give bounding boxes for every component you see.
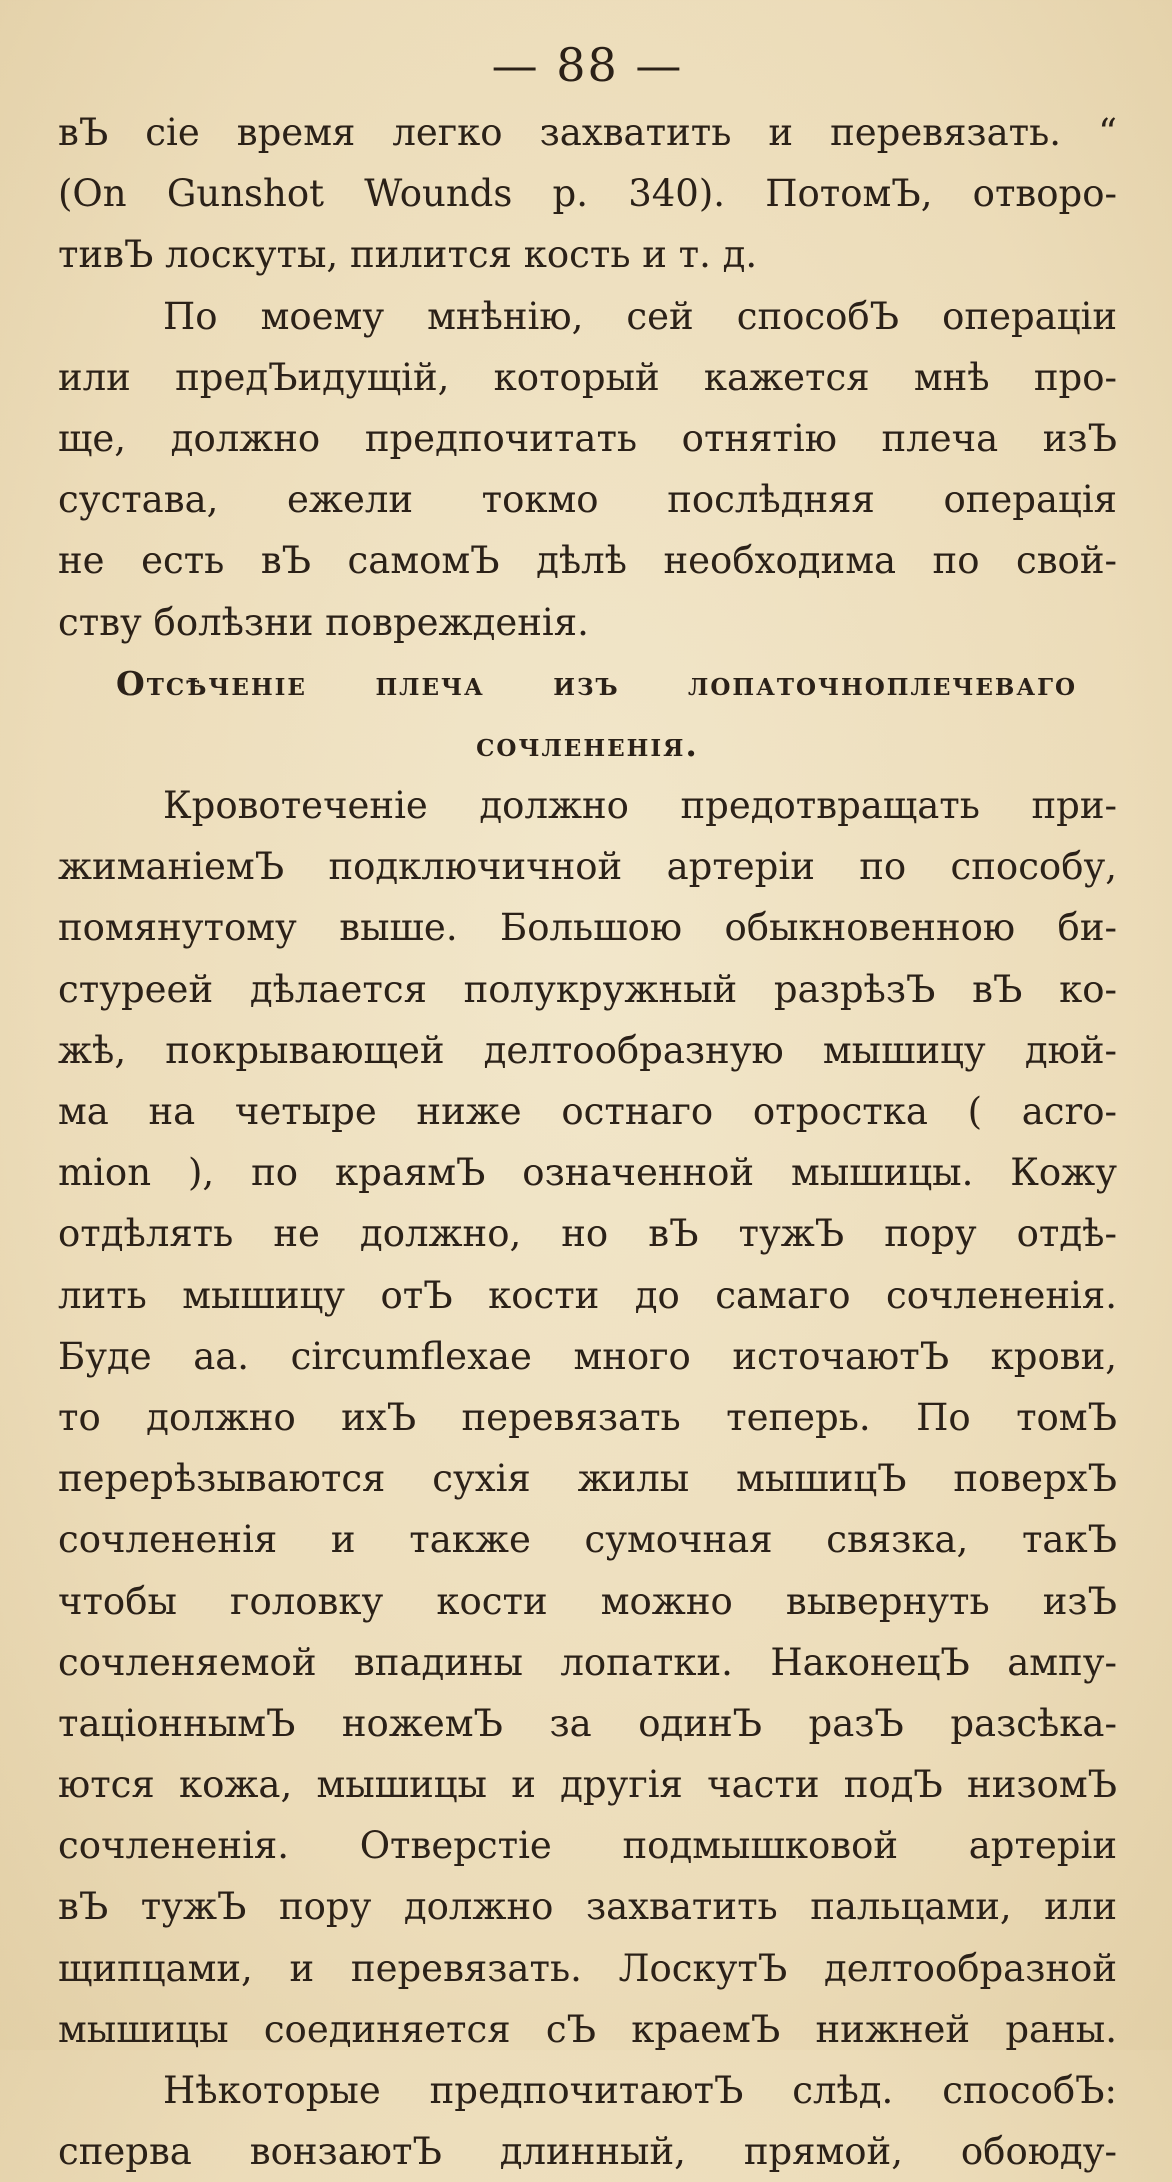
text-line: сочлененія. Отверстіе подмышковой артеріи (58, 1824, 1117, 1868)
text-line: мышицы соединяется сЪ краемЪ нижней раны. (58, 2007, 1117, 2051)
text-line: перерѣзываются сухія жилы мышицЪ поверхЪ (58, 1457, 1117, 1501)
text-line: или предЪидущій, который кажется мнѣ про- (58, 355, 1117, 399)
section-heading: Отсѣченіе плеча изъ лопаточноплечеваго (116, 663, 1077, 703)
text-line: лить мышицу отЪ кости до самаго сочлененія. (58, 1273, 1117, 1317)
text-line: сперва вонзаютЪ длинный, прямой, обоюду- (58, 2130, 1117, 2174)
text-line: то должно ихЪ перевязать теперь. По томЪ (58, 1395, 1117, 1439)
text-block (58, 102, 1117, 2182)
paragraph-start-line: Кровотеченіе должно предотвращать при- (163, 784, 1117, 828)
text-line: вЪ тужЪ пору должно захватить пальцами, или (58, 1885, 1117, 1929)
text-line: тивЪ лоскуты, пилится кость и т. д. (58, 233, 758, 277)
paragraph-start-line: По моему мнѣнію, сей способЪ операціи (163, 294, 1117, 338)
text-line: не есть вЪ самомЪ дѣлѣ необходима по свой- (58, 539, 1117, 583)
paragraph-start-line: Нѣкоторые предпочитаютЪ слѣд. способЪ: (163, 2069, 1117, 2112)
text-line: жиманіемЪ подключичной артеріи по способу, (58, 845, 1117, 889)
text-line: помянутому выше. Большою обыкновенною би- (58, 906, 1117, 950)
text-line: сочлененія и также сумочная связка, такЪ (58, 1518, 1117, 1562)
text-line: отдѣлять не должно, но вЪ тужЪ пору отдѣ- (58, 1212, 1117, 1256)
text-line: жѣ, покрывающей делтообразную мышицу дюй- (58, 1028, 1117, 1072)
text-line: ству болѣзни поврежденія. (58, 600, 589, 644)
text-line: сустава, ежели токмо послѣдняя операція (58, 478, 1117, 522)
page-number: — 88 — (491, 38, 684, 92)
text-line: Буде аа. circumflexae много источаютЪ крови, (58, 1334, 1117, 1378)
text-line: стуреей дѣлается полукружный разрѣзЪ вЪ ко- (58, 967, 1117, 1011)
section-heading-continued: сочлененія. (476, 724, 699, 764)
text-line: (On Gunshot Wounds p. 340). ПотомЪ, отворо- (58, 172, 1117, 216)
text-line: щипцами, и перевязать. ЛоскутЪ делтообразной (58, 1946, 1117, 1990)
text-line: ма на четыре ниже остнаго отростка ( acro- (58, 1090, 1117, 1133)
text-line: вЪ сіе время легко захватить и перевязать. “ (58, 111, 1117, 154)
text-line: ются кожа, мышицы и другія части подЪ низомЪ (58, 1763, 1117, 1807)
text-line: ще, должно предпочитать отнятію плеча изЪ (58, 416, 1117, 460)
text-line: чтобы головку кости можно вывернуть изЪ (58, 1579, 1117, 1623)
text-line: mion ), по краямЪ означенной мышицы. Кожу (58, 1151, 1117, 1195)
text-line: сочленяемой впадины лопатки. НаконецЪ ампу- (58, 1640, 1117, 1684)
text-line: таціоннымЪ ножемЪ за одинЪ разЪ разсѣка- (58, 1701, 1117, 1745)
